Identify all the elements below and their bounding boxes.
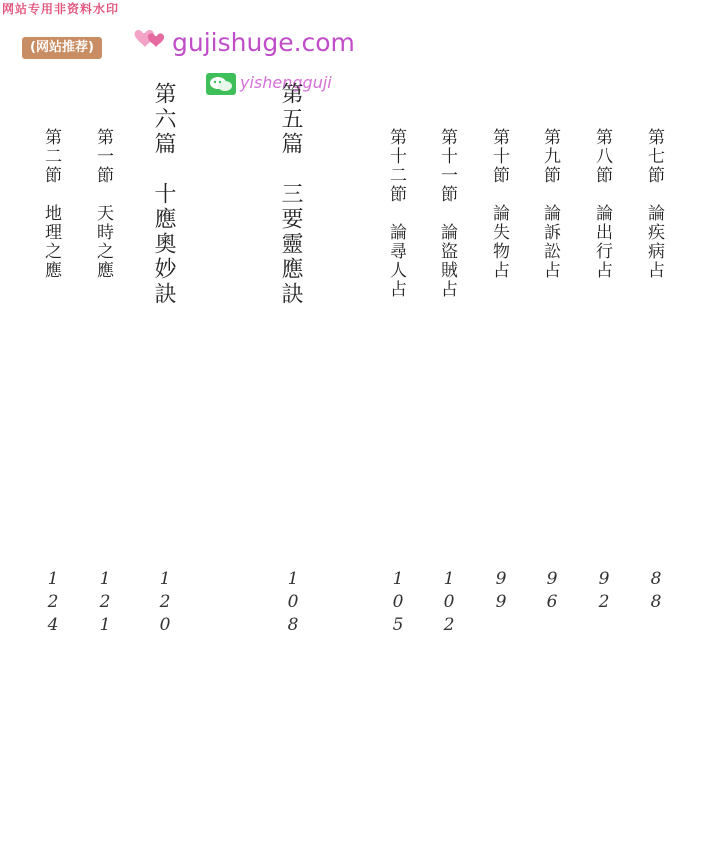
toc-part-heading: 第六篇 十應奧妙訣 <box>151 82 176 307</box>
heart-icon <box>133 27 169 55</box>
watermark-badge: (网站推荐) <box>22 37 102 59</box>
toc-page-number: 99 <box>491 569 511 615</box>
toc-heading: 第一節 天時之應 <box>93 128 113 280</box>
toc-heading: 第十一節 論盜賊占 <box>437 128 457 299</box>
toc-heading: 第八節 論出行占 <box>592 128 612 280</box>
toc-heading: 第十二節 論尋人占 <box>386 128 406 299</box>
toc-heading: 第九節 論訴訟占 <box>540 128 560 280</box>
wechat-icon <box>206 73 236 95</box>
watermark-top-text: 网站专用非资料水印 <box>2 2 120 16</box>
toc-page-number: 108 <box>283 569 303 638</box>
toc-heading: 第十節 論失物占 <box>489 128 509 280</box>
toc-heading: 第二節 地理之應 <box>41 128 61 280</box>
toc-page-number: 121 <box>95 569 115 638</box>
toc-part-heading: 第五篇 三要靈應訣 <box>278 82 303 307</box>
toc-page-number: 120 <box>155 569 175 638</box>
toc-heading: 第七節 論疾病占 <box>644 128 664 280</box>
toc-page-number: 124 <box>43 569 63 638</box>
toc-page-number: 96 <box>542 569 562 615</box>
toc-page-number: 88 <box>646 569 666 615</box>
toc-page-number: 102 <box>439 569 459 638</box>
watermark-wechat-id: yishengguji <box>240 73 332 92</box>
watermark-site: gujishuge.com <box>172 28 355 57</box>
toc-page-number: 92 <box>594 569 614 615</box>
toc-page-number: 105 <box>388 569 408 638</box>
